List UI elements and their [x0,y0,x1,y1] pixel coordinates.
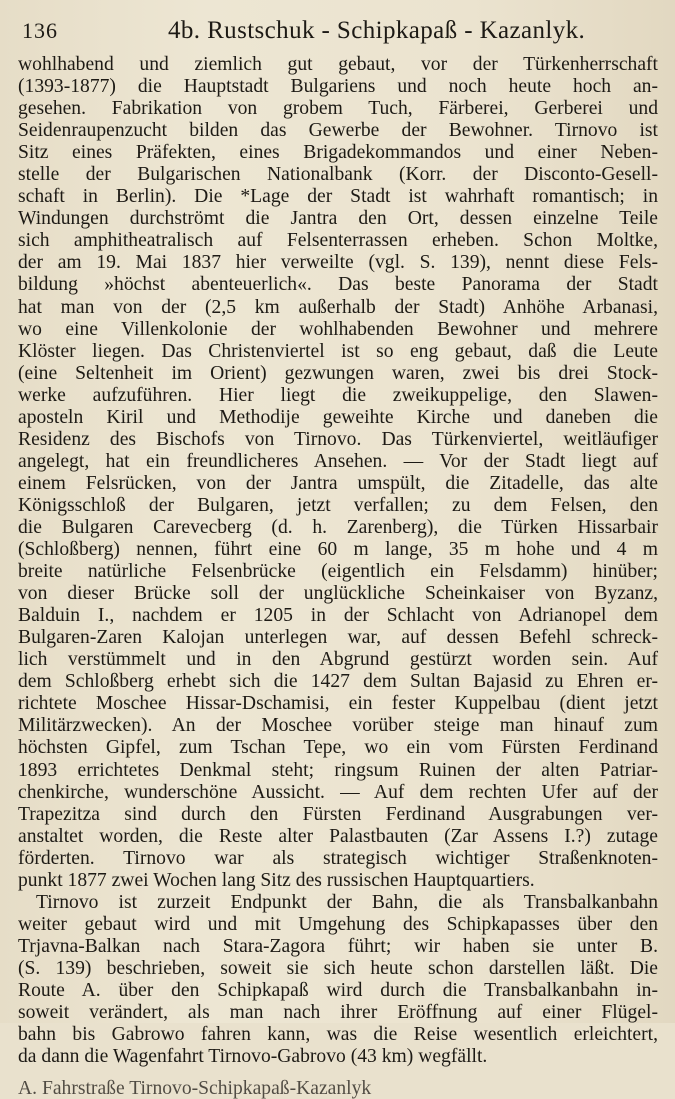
text-line: Windungen durchströmt die Jantra den Ort, dessen einzelne Teile [18,208,658,230]
text-line: bahn bis Gabrowo fahren kann, was die Reise wesentlich erleichtert, [18,1024,658,1046]
text-line: Militärzwecken). An der Moschee vorüber steige man hinauf zum [18,715,658,737]
text-line: von dieser Brücke soll der unglückliche Scheinkaiser von Byzanz, [18,583,658,605]
text-line: wo eine Villenkolonie der wohlhabenden Bewohner und mehrere [18,318,658,340]
text-line: Balduin I., nachdem er 1205 in der Schlacht von Adrianopel dem [18,605,658,627]
text-line: Königsschloß der Bulgaren, jetzt verfallen; zu dem Felsen, den [18,494,658,516]
text-line: Seidenraupenzucht bilden das Gewerbe der Bewohner. Tirnovo ist [18,120,658,142]
section-heading-cut [18,1068,658,1099]
page-number: 136 [22,18,58,43]
text-line: (Schloßberg) nennen, führt eine 60 m lange, 35 m hohe und 4 m [18,539,658,561]
body-text [18,54,658,1099]
text-line: wohlhabend und ziemlich gut gebaut, vor der Türkenherrschaft [18,54,658,75]
text-line: (S. 139) beschrieben, soweit sie sich heute schon darstellen läßt. Die [18,957,658,979]
text-line: angelegt, hat ein freundlicheres Ansehen. — Vor der Stadt liegt auf [18,450,658,472]
text-line: Klöster liegen. Das Christenviertel ist so eng gebaut, daß die Leute [18,340,658,362]
text-line: Trapezitza sind durch den Fürsten Ferdinand Ausgrabungen ver- [18,803,658,825]
section-heading-text: A. Fahrstraße Tirnovo-Schipkapaß-Kazanlyk [18,1078,372,1099]
text-line: Sitz eines Präfekten, eines Brigadekommandos und einer Neben- [18,142,658,164]
text-line: förderten. Tirnovo war als strategisch wichtiger Straßenknoten- [18,847,658,869]
text-line: stelle der Bulgarischen Nationalbank (Korr. der Disconto-Gesell- [18,164,658,186]
text-line: punkt 1877 zwei Wochen lang Sitz des russischen Hauptquartiers. [18,869,535,891]
text-line: breite natürliche Felsenbrücke (eigentlich ein Felsdamm) hinüber; [18,561,658,583]
text-line: sich amphitheatralisch auf Felsenterrassen erheben. Schon Moltke, [18,230,658,252]
text-line: einem Felsrücken, von der Jantra umspült, die Zitadelle, das alte [18,472,658,494]
text-line: werke aufzuführen. Hier liegt die zweikuppelige, den Slawen- [18,384,658,406]
text-line: chenkirche, wunderschöne Aussicht. — Auf dem rechten Ufer auf der [18,781,658,803]
text-line: weiter gebaut wird und mit Umgehung des Schipkapasses über den [18,913,658,935]
text-line: soweit verändert, als man nach ihrer Eröffnung auf einer Flügel- [18,1002,658,1024]
text-line: richtete Moschee Hissar-Dschamisi, ein fester Kuppelbau (dient jetzt [18,693,658,715]
text-line: der am 19. Mai 1837 hier verweilte (vgl. S. 139), nennt diese Fels- [18,252,658,274]
text-line: da dann die Wagenfahrt Tirnovo-Gabrovo (43 km) wegfällt. [18,1046,488,1068]
text-line: (1393-1877) die Hauptstadt Bulgariens und noch heute hoch an- [18,76,658,98]
text-line: dem Schloßberg erhebt sich die 1427 dem Sultan Bajasid zu Ehren er- [18,671,658,693]
text-line: Trjavna-Balkan nach Stara-Zagora führt; wir haben sie unter B. [18,935,658,957]
text-line: hat man von der (2,5 km außerhalb der Stadt) Anhöhe Arbanasi, [18,296,658,318]
text-line: anstaltet worden, die Reste alter Palastbauten (Zar Assens I.?) zutage [18,825,658,847]
text-line: höchsten Gipfel, zum Tschan Tepe, wo ein vom Fürsten Ferdinand [18,737,658,759]
page-header [18,14,658,50]
text-line: die Bulgaren Carevecberg (d. h. Zarenberg), die Türken Hissarbair [18,516,658,538]
text-line: (eine Seltenheit im Orient) gezwungen waren, zwei bis drei Stock- [18,362,658,384]
text-line: Route A. über den Schipkapaß wird durch die Transbalkanbahn in- [18,979,658,1001]
text-line: schaft in Berlin). Die *Lage der Stadt ist wahrhaft romantisch; in [18,186,658,208]
text-line: Bulgaren-Zaren Kalojan unterlegen war, auf dessen Befehl schreck- [18,627,658,649]
text-line: 1893 errichtetes Denkmal steht; ringsum Ruinen der alten Patriar- [18,759,658,781]
text-line: Tirnovo ist zurzeit Endpunkt der Bahn, die als Transbalkanbahn [36,891,658,913]
text-line: lich verstümmelt und in den Abgrund gestürzt worden sein. Auf [18,649,658,671]
text-line: aposteln Kiril und Methodije geweihte Kirche und daneben die [18,406,658,428]
running-head: 4b. Rustschuk - Schipkapaß - Kazanlyk. [168,17,586,44]
text-line: bildung »höchst abenteuerlich«. Das beste Panorama der Stadt [18,274,658,296]
text-line: gesehen. Fabrikation von grobem Tuch, Färberei, Gerberei und [18,98,658,120]
text-line: Residenz des Bischofs von Tirnovo. Das Türkenviertel, weitläufiger [18,428,658,450]
